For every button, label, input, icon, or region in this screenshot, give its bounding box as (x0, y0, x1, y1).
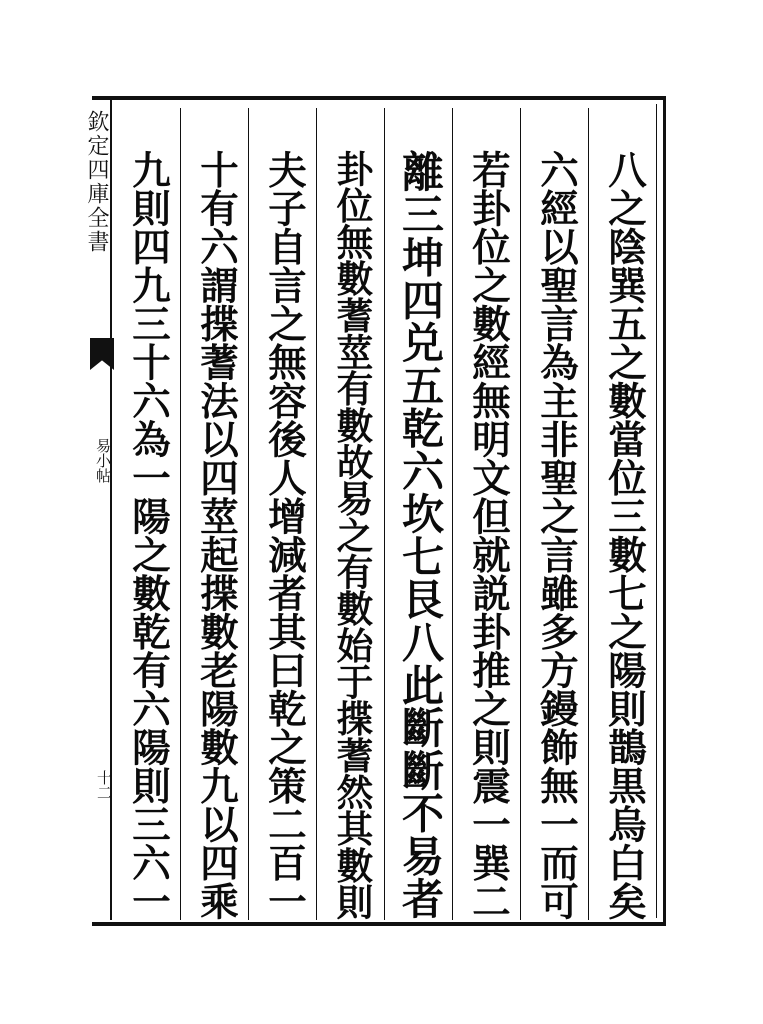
text-column-4: 離三坤四兑五乾六坎七艮八此斷斷不易者 (396, 150, 445, 920)
column-rule (248, 108, 249, 920)
text-column-8: 九則四九三十六為一陽之數乾有六陽則三六一 (126, 150, 171, 920)
text-column-1: 八之陰巽五之數當位三數七之陽則鵲黒烏白矣 (602, 150, 647, 920)
column-rule (520, 108, 521, 920)
text-column-2: 六經以聖言為主非聖之言雖多方鏝飾無一而可 (534, 150, 579, 920)
column-rule (588, 108, 589, 920)
collection-title: 欽定四庫全書 (84, 110, 109, 254)
text-column-6: 夫子自言之無容後人增減者其曰乾之策二百一 (262, 150, 307, 920)
column-rule (316, 108, 317, 920)
column-rule (452, 108, 453, 920)
frame-inner-rule (656, 104, 657, 918)
book-title: 易小帖 (94, 438, 112, 483)
column-rule (384, 108, 385, 920)
column-rule (180, 108, 181, 920)
page-number: 十二 (95, 770, 113, 800)
text-column-5: 卦位無數蓍莖有數故易之有數始于揲蓍然其數則 (331, 150, 374, 920)
text-column-3: 若卦位之數經無明文但就説卦推之則震一巽二 (466, 150, 511, 920)
text-column-7: 十有六謂揲蓍法以四莖起揲數老陽數九以四乘 (194, 150, 239, 920)
